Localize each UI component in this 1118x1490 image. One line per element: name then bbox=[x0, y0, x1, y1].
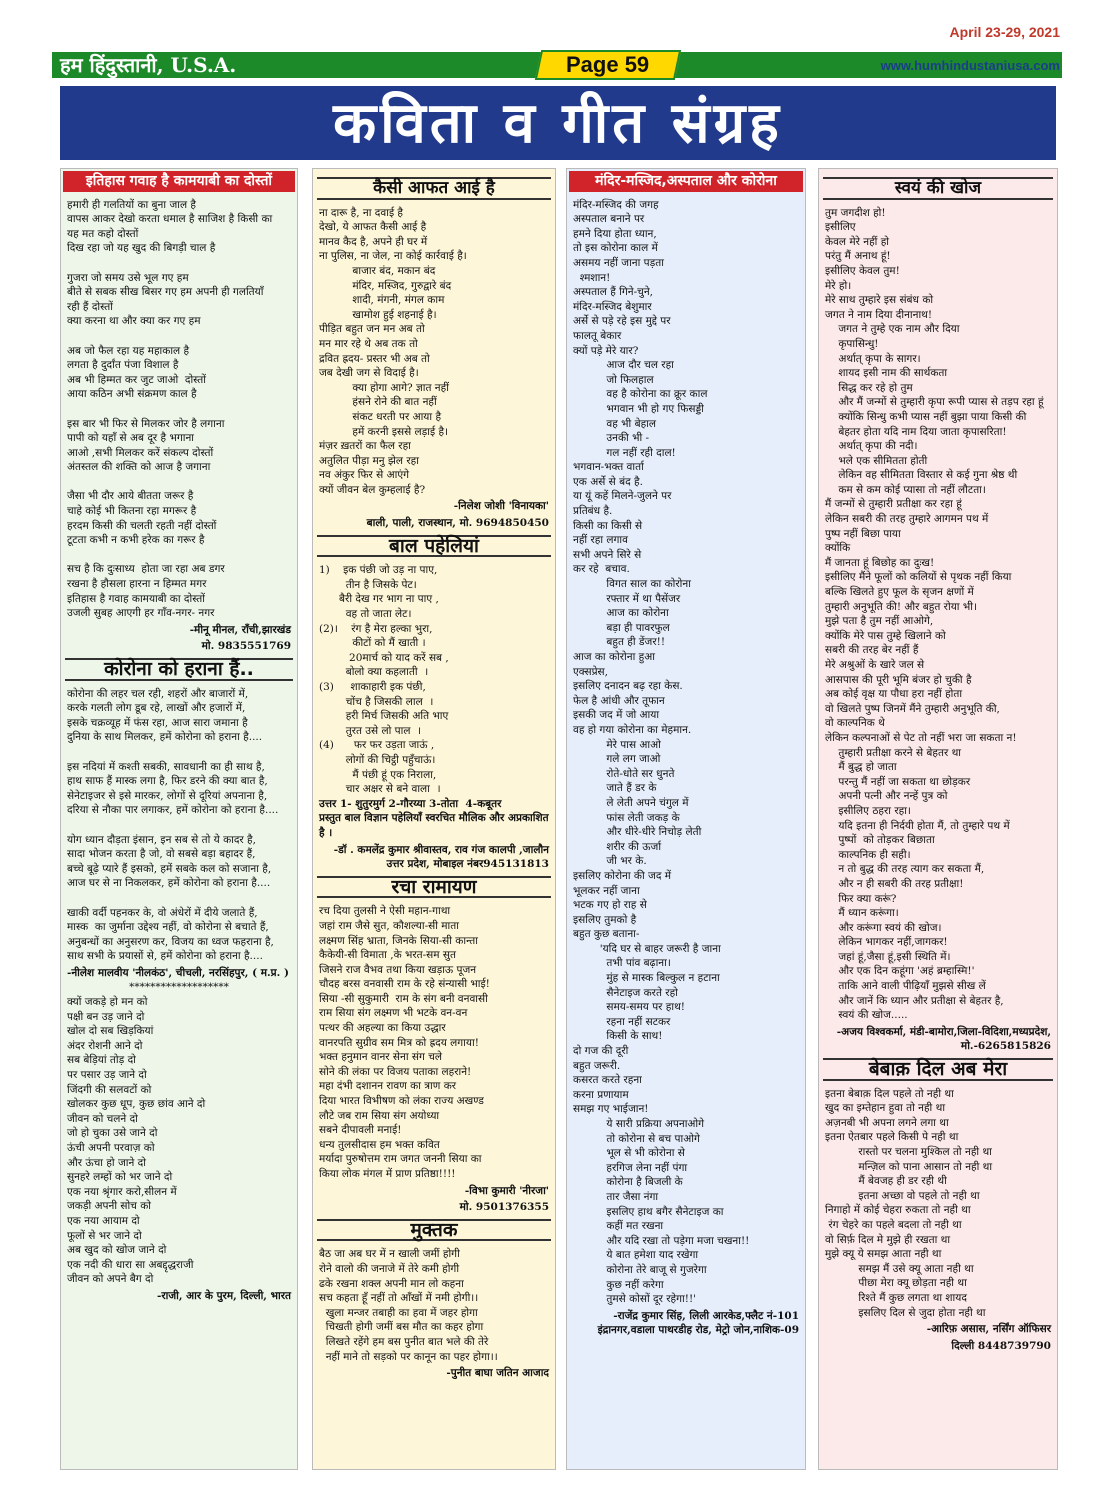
poem-body: इतना बेबाक़ दिल पहले तो नही था खुद का इम्तेहान हुवा तो नही था अज़नबी भी अपना लगने लगा था इतना ऐतबार पहले किसी पे नही था रास्तो पर चलना मुश्किल तो नही था मन्ज़िल को पाना आसान तो नही था मैं बेवजह ही डर रही थी इतना अच्छा वो पहले तो नही था निगाहो में कोई चेहरा रुकता तो नही था रंग चेहरे का पहले बदला तो नही था वो सिर्फ़ दिल मे मुझे ही रखता था मुझे क्यू ये समझ आता नही था समझ मैं उसे क्यू आता नही था पीछा मेरा क्यू छोड़ता नही था रिश्ते मैं कुछ लगता था शायद इसलिए दिल से जुदा होता नही था bbox=[825, 1087, 993, 1319]
poem-body: तुम जगदीश हो! इसीलिए केवल मेरे नहीं हो परंतु मैं अनाथ हूं! इसीलिए केवल तुम! मेरे हो। मेरे साथ तुम्हारे इस संबंध को जगत ने नाम दिया दीनानाथ! जगत ने तुम्हे एक नाम और दिया कृपासिन्धु! अर्थात् कृपा के सागर। शायद इसी नाम की सार्थकता सिद्ध कर रहे हो तुम और मैं जन्मों से तुम्हारी कृपा रूपी प्यास से तड़प रहा हूं क्योंकि सिन्धु कभी प्यास नहीं बुझा पाया किसी की बेहतर होता यदि नाम दिया जाता कृपासरिता! अर्थात् कृपा की नदी। भले एक सीमितता होती लेकिन वह सीमितता विस्तार से कई गुना श्रेष्ठ थी कम से कम कोई प्यासा तो नहीं लौटता। मैं जन्मों से तुम्हारी प्रतीक्षा कर रहा हूं लेकिन सबरी की तरह तुम्हारे आगमन पथ में पुष्प नहीं बिछा पाया क्योंकि मैं जानता हूं बिछोह का दुःख! इसीलिए मैंने फूलों को कलियों से पृथक नहीं किया बल्कि खिलते हुए फूल के सृजन क्षणों में तुम्हारी अनुभूति की! और बहुत रोया भी। मुझे पता है तुम नहीं आओगे, क्योंकि मेरे पास तुम्हे खिलाने को सबरी की तरह बेर नहीं हैं मेरे अश्रुओं के खारे जल से आसपास की पूरी भूमि बंजर हो चुकी है अब कोई वृक्ष या पौधा हरा नहीं होता वो खिलते पुष्प जिनमें मैंने तुम्हारी अनुभूति की, वो काल्पनिक थे लेकिन कल्पनाओं से पेट तो नहीं भरा जा सकता न! तुम्हारी प्रतीक्षा करने से बेहतर था मैं बुद्ध हो जाता परन्तु मैं नहीं जा सकता था छोड़कर अपनी पत्नी और नन्हें पुत्र को इसीलिए ठहरा रहा। यदि इतना ही निर्दयी होता मैं, तो तुम्हारे पथ में पुष्पों को तोड़कर बिछाता काल्पनिक ही सही। न तो बुद्ध की तरह त्याग कर सकता मैं, और न ही सबरी की तरह प्रतीक्षा! फिर क्या करूं? मैं ध्यान करूंगा। और करूंगा स्वयं की खोज। लेकिन भागकर नहीं,जागकर! जहां हूं,जैसा हूं,इसी स्थिति में। और एक दिन कहूंगा 'अहं ब्रम्हास्मि!' ताकि आने वाली पीढ़ियाँ मुझसे सीख लें और जानें कि ध्यान और प्रतीक्षा से बेहतर है, स्वयं की खोज..... bbox=[825, 206, 1044, 1022]
issue-date: April 23-29, 2021 bbox=[949, 24, 1060, 40]
section-banner: कविता व गीत संग्रह bbox=[60, 86, 1056, 160]
poem-title: मुक्तक bbox=[317, 1219, 551, 1242]
page-number-box bbox=[535, 50, 681, 80]
poem-title: स्वयं की खोज bbox=[823, 177, 1053, 200]
poem-body: क्यों जकड़े हो मन को पक्षी बन उड़ जाने दो खोल दो सब खिड़कियां अंदर रोशनी आने दो सब बेड़ियां तोड़ दो पर पसार उड़ जाने दो जिंदगी की सलवटों को खोलकर कुछ धूप, कुछ छांव आने दो जीवन को चलने दो जो हो चुका उसे जाने दो ऊंची अपनी परवाज़ को और ऊंचा हो जाने दो सुनहरे लम्हों को भर जाने दो एक नया श्रृंगार करो,सीलन में जकड़ी अपनी सोच को एक नया आयाम दो फूलों से भर जाने दो अब खुद को खोज जाने दो एक नदी की धारा सा अबद्दृद्धराजी जीवन को अपने बैग दो bbox=[67, 996, 206, 1286]
poem-author: -आरिफ़ असास, नर्सिंग ऑफिसर bbox=[926, 1323, 1051, 1336]
riddles-body: 1) इक पंछी जो उड़ ना पाए, तीन है जिसके पेट। बैरी देख गर भाग ना पाए , वह तो जाता लेट। (2)। रंग है मेरा हल्का भुरा, कीटों को मैं खाती । 20मार्च को याद करें सब , बोलो क्या कहलाती । (3) शाकाहारी इक पंछी, चोंच है जिसकी लाल । हरी मिर्च जिसकी अति भाए तुरत उसे लो पाल । (4) फर फर उड़ता जाऊं , लोगों की चिट्ठी पहुँचाऊं। मैं पंछी हूं एक निराला, चार अक्षर से बने वाला । bbox=[319, 564, 449, 796]
poem-body: रच दिया तुलसी ने ऐसी महान-गाथा जहां राम जैसे सुत, कौशल्या-सी माता लक्ष्मण सिंह भ्राता, जिनके सिया-सी कान्ता कैकेयी-सी विमाता ,के भरत-सम सुत जिसने राज वैभव तथा किया खड़ाऊ पूजन चौदह बरस वनवासी राम के रहे संन्यासी भाई! सिया -सी सुकुमारी राम के संग बनी वनवासी राम सिया संग लक्ष्मण भी भटके वन-वन पत्थर की अहल्या का किया उद्धार वानरपति सुग्रीव सम मित्र को ह्रदय लगाया! भक्त हनुमान वानर सेना संग चले सोने की लंका पर विजय पताका लहराने! महा दंभी दशानन रावण का त्राण कर दिया भारत विभीषण को लंका राज्य अखण्ड लौटे जब राम सिया संग अयोध्या सबने दीपावली मनाई! धन्य तुलसीदास हम भक्त कवित मर्यादा पुरुषोत्तम राम जगत जननी सिया का किया लोक मंगल में प्राण प्रतिष्ठा!!!! bbox=[319, 905, 490, 1180]
column-4 bbox=[818, 168, 1058, 1470]
poem-title: बेबाक़ दिल अब मेरा bbox=[823, 1058, 1053, 1081]
author-contact: मो. 9501376355 bbox=[459, 1201, 549, 1214]
poem-author: -नीलेश मालवीय 'नीलकंठ', चीचली, नरसिंहपुर, ( म.प्र. ) bbox=[67, 966, 289, 979]
poem-title: कैसी आफत आई है bbox=[317, 177, 551, 200]
poem-author: -राजी, आर के पुरम, दिल्ली, भारत bbox=[156, 1289, 291, 1302]
poem-author: -निलेश जोशी 'विनायका' bbox=[453, 500, 549, 513]
poem-title: बाल पहेलियां bbox=[317, 535, 551, 558]
poem-author: -पुनीत बाघा जतिन आजाद bbox=[446, 1367, 549, 1380]
poem-author: -अजय विश्वकर्मा, मंडी-बामोरा,जिला-विदिशा,मध्यप्रदेश, मो.-6265815826 bbox=[836, 1025, 1051, 1053]
poem-author: -विभा कुमारी 'नीरजा' bbox=[464, 1184, 549, 1197]
column-2 bbox=[312, 168, 556, 1470]
column-3 bbox=[566, 168, 806, 1470]
author-contact: मो. 9835551769 bbox=[201, 640, 291, 653]
poem-body: बैठ जा अब घर में न खाली जमीं होगी रोने वालो की जनाजे में तेरे कमी होगी ढके रखना शक्ल अपनी मान लो कहना सच कहता हूँ नहीं तो आँखों में नमी होगी।। खुला मन्जर तबाही का हवा में जहर होगा चिखती होगी जमीं बस मौत का कहर होगा लिखते रहेंगे हम बस पुनीत बात भले की तेरे नहीं माने तो सड़को पर कानून का पहर होगा।। bbox=[319, 1248, 498, 1363]
poem-author: -डॉ . कमलेंद्र कुमार श्रीवास्तव, राव गंज कालपी ,जालौन उत्तर प्रदेश, मोबाइल नंबर945131813 bbox=[333, 843, 549, 871]
column-1 bbox=[60, 168, 298, 1470]
page-number: Page 59 bbox=[566, 52, 650, 77]
newspaper-name: हम हिंदुस्तानी, U.S.A. bbox=[60, 53, 237, 77]
riddles-answers: उत्तर 1- शुतुरमुर्ग 2-गौरय्या 3-तोता 4-कबूतर प्रस्तुत बाल विज्ञान पहेलियाँ स्वरचित मौलिक और अप्रकाशित है । bbox=[319, 797, 549, 839]
author-contact: दिल्ली 8448739790 bbox=[951, 1339, 1051, 1352]
poem-author: -मीनू मीनल, राँची,झारखंड bbox=[189, 623, 291, 636]
poem-author: -राजेंद्र कुमार सिंह, लिली आरकेड,फ्लैट नं-101 इंद्रानगर,वडाला पाथरडीह रोड, मेट्रो जोन,नाशिक-09 bbox=[597, 1309, 799, 1337]
poem-body: ना दारू है, ना दवाई है देखो, ये आफत कैसी आई है मानव कैद है, अपने ही घर में ना पुलिस, ना जेल, ना कोई कार्रवाई है। बाजार बंद, मकान बंद मंदिर, मस्जिद, गुरुद्वारे बंद शादी, मंगनी, मंगल काम खामोश हुई शहनाई है। पीड़ित बहुत जन मन अब तो मन मार रहे थे अब तक तो द्रवित ह्रदय- प्रस्तर भी अब तो जब देखी जग से विदाई है। क्या होगा आगे? ज्ञात नहीं हंसने रोने की बात नहीं संकट धरती पर आया है हमें करनी इससे लड़ाई है। मंज़र ख़तरों का फैल रहा अतुलित पीड़ा मनु झेल रहा नव अंकुर फिर से आएंगे क्यों जीवन बेल कुम्हलाई है? bbox=[319, 206, 467, 496]
author-contact: बाली, पाली, राजस्थान, मो. 9694850450 bbox=[366, 517, 549, 530]
poem-body: हमारी ही गलतियों का बुना जाल है वापस आकर देखो करता धमाल है साजिश है किसी का यह मत कहो दोस्तों दिख रहा जो यह खुद की बिगड़ी चाल है गुजरा जो समय उसे भूल गए हम बीते से सबक सीख बिसर गए हम अपनी ही गलतियाँ रही हैं दोस्तों क्या करना था और क्या कर गए हम अब जो फैल रहा यह महाकाल है लगता है दुर्दांत पंजा विशाल है अब भी हिम्मत कर जुट जाओ दोस्तों आया कठिन अभी संक्रमण काल है इस बार भी फिर से मिलकर जोर है लगाना पापी को यहाँ से अब दूर है भगाना आओ ,सभी मिलकर करें संकल्प दोस्तों अंतस्तल की शक्ति को आज है जगाना जैसा भी दौर आये बीतता जरूर है चाहे कोई भी कितना रहा मगरूर है हरदम किसी की चलती रहती नहीं दोस्तों टूटता कभी न कभी हरेक का गरूर है सच है कि दुःसाध्य होता जा रहा अब डगर रखना है हौसला हारना न हिम्मत मगर इतिहास है गवाह कामयाबी का दोस्तों उजली सुबह आएगी हर गाँव-नगर- नगर bbox=[67, 198, 273, 620]
poem-title: रचा रामायण bbox=[317, 876, 551, 899]
website-url[interactable]: www.humhindustaniusa.com bbox=[880, 58, 1060, 73]
poem-body: मंदिर-मस्जिद की जगह अस्पताल बनाने पर हमने दिया होता ध्यान, तो इस कोरोना काल में असमय नहीं जाना पड़ता श्मशान! अस्पताल हैं गिने-चुने, मंदिर-मस्जिद बेशुमार अर्से से पड़े रहे इस मुद्दे पर फालतू बेकार क्यों पड़े मेरे यार? आज दौर चल रहा जो फिलहाल वह है कोरोना का क्रूर काल भगवान भी हो गए फिसड्डी वह भी बेहाल उनकी भी - गल नहीं रही दाल! भगवान-भक्त वार्ता एक अर्से से बंद है. या यूं कहें मिलने-जुलने पर प्रतिबंध है. किसी का किसी से नहीं रहा लगाव सभी अपने सिरे से कर रहे बचाव. विगत साल का कोरोना रफ्तार में था पैसेंजर आज का कोरोना बड़ा ही पावरफुल बहुत ही डेंजर!! आज का कोरोना हुआ एक्सप्रेस, इसलिए दनादन बढ़ रहा केस. फेल है आंधी और तूफान इसकी जद में जो आया वह हो गया कोरोना का मेहमान. मेरे पास आओ गले लग जाओ रोते-धोते सर धुनते जाते हैं डर के ले लेती अपने चंगुल में फांस लेती जकड़ के और धीरे-धीरे निचोड़ लेती शरीर की ऊर्जा जी भर के. इसलिए कोरोना की जद में भूलकर नहीं जाना भटक गए हो राह से इसलिए तुमको है बहुत कुछ बताना- 'यदि घर से बाहर जरूरी है जाना तभी पांव बढ़ाना। मुंह से मास्क बिल्कुल न हटाना सैनेटाइज करते रहो समय-समय पर हाथ! रहना नहीं सटकर किसी के साथ! दो गज की दूरी बहुत जरूरी. कसरत करते रहना करना प्रणायाम समझ गए भाईजान! ये सारी प्रक्रिया अपनाओगे तो कोरोना से बच पाओगे भूल से भी कोरोना से हरगिज लेना नहीं पंगा कोरोना है बिजली के तार जैसा नंगा इसलिए हाथ बगैर सैनेटाइज का कहीं मत रखना और यदि रखा तो पड़ेगा मजा चखना!! ये बात हमेशा याद रखेगा कोरोना तेरे बाजू से गुजरेगा कुछ नहीं करेगा तुमसे कोसों दूर रहेगा!!' bbox=[573, 198, 750, 1306]
separator-stars: ******************* bbox=[129, 981, 229, 994]
poem-title: कोरोना को हराना हैं.. bbox=[65, 658, 293, 681]
poem-title: इतिहास गवाह है कामयाबी का दोस्तों bbox=[63, 171, 295, 192]
poem-title: मंदिर-मस्जिद,अस्पताल और कोरोना bbox=[569, 171, 803, 192]
poem-body: कोरोना की लहर चल रही, शहरों और बाजारों में, करके गलती लोग डूब रहे, लाखों और हजारों में, इसके चक्रव्यूह में फंस रहा, आज सारा जमाना है दुनिया के साथ मिलकर, हमें कोरोना को हराना है.... इस नदियां में कश्ती सबकी, सावधानी का ही साथ है, हाथ साफ हैं मास्क लगा है, फिर डरने की क्या बात है, सेनेटाइजर से इसे मारकर, लोगों से दूरियां अपनाना है, दरिया से नौका पार लगाकर, हमें कोरोना को हराना है.... योग ध्यान दौड़ता इंसान, इन सब से तो ये कादर है, सादा भोजन करता है जो, वो सबसे बड़ा बहादर हैं, बच्चे बूढ़े प्यारे हैं इसको, हमें सबके कल को सजाना है, आज घर से ना निकलकर, हमें कोरोना को हराना है.... खाकी वर्दी पहनकर के, वो अंधेरों में दीये जलाते हैं, मास्क का जुर्माना उद्देश्य नहीं, वो कोरोना से बचाते हैं, अनुबन्धों का अनुसरण कर, विजय का ध्वज फहराना है, साथ सभी के प्रयासों से, हमें कोरोना को हराना है.... bbox=[67, 687, 279, 963]
